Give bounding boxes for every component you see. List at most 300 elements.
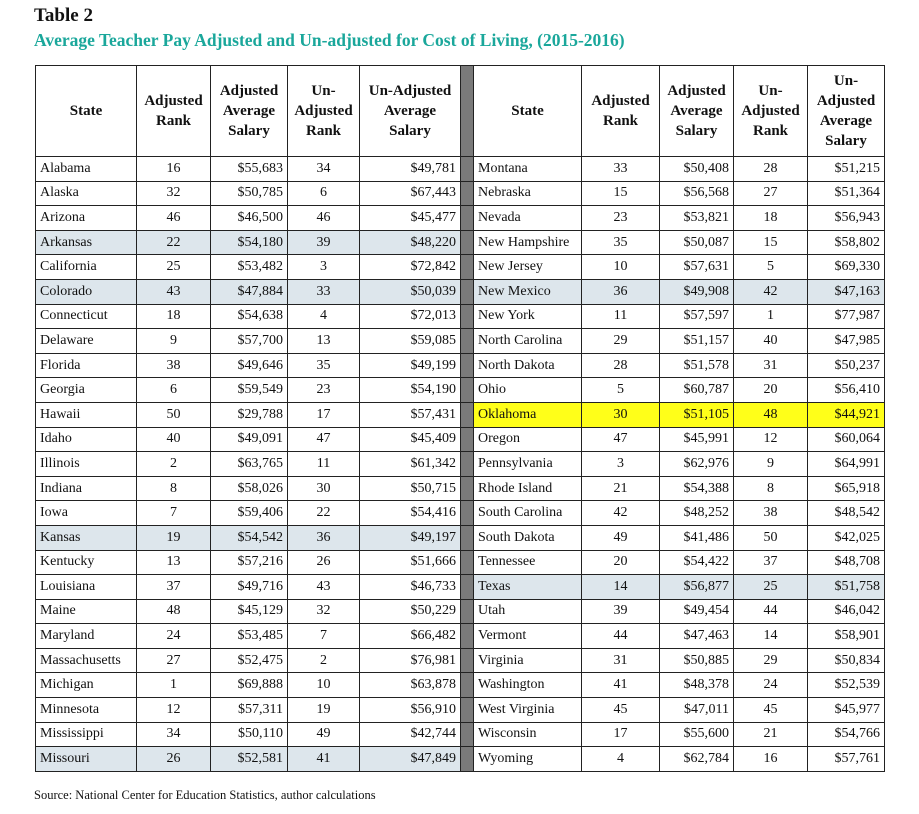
state-cell: Arizona bbox=[36, 206, 137, 231]
column-divider bbox=[461, 624, 474, 649]
adjusted-rank-cell: 36 bbox=[582, 279, 660, 304]
unadjusted-salary-cell: $45,477 bbox=[360, 206, 461, 231]
unadjusted-rank-cell: 8 bbox=[734, 476, 808, 501]
unadjusted-salary-cell: $56,410 bbox=[808, 378, 885, 403]
table-title: Average Teacher Pay Adjusted and Un-adjusted for Cost of Living, (2015-2016) bbox=[34, 30, 625, 50]
unadjusted-salary-cell: $49,781 bbox=[360, 157, 461, 182]
adjusted-salary-cell: $63,765 bbox=[211, 452, 288, 477]
adjusted-salary-cell: $62,784 bbox=[660, 747, 734, 772]
unadjusted-salary-cell: $72,842 bbox=[360, 255, 461, 280]
unadjusted-salary-cell: $51,758 bbox=[808, 575, 885, 600]
column-divider bbox=[461, 255, 474, 280]
unadjusted-salary-cell: $45,409 bbox=[360, 427, 461, 452]
table-row bbox=[36, 304, 885, 329]
table-row bbox=[36, 157, 885, 182]
unadjusted-salary-cell: $50,834 bbox=[808, 648, 885, 673]
unadjusted-salary-cell: $47,985 bbox=[808, 329, 885, 354]
state-cell: Nebraska bbox=[474, 181, 582, 206]
unadjusted-salary-cell: $60,064 bbox=[808, 427, 885, 452]
unadjusted-salary-cell: $46,733 bbox=[360, 575, 461, 600]
header-unadjusted-rank-left: Un-Adjusted Rank bbox=[288, 66, 360, 157]
unadjusted-rank-cell: 47 bbox=[288, 427, 360, 452]
column-divider bbox=[461, 575, 474, 600]
unadjusted-salary-cell: $47,849 bbox=[360, 747, 461, 772]
state-cell: Nevada bbox=[474, 206, 582, 231]
state-cell: Michigan bbox=[36, 673, 137, 698]
unadjusted-salary-cell: $52,539 bbox=[808, 673, 885, 698]
adjusted-salary-cell: $50,087 bbox=[660, 230, 734, 255]
unadjusted-rank-cell: 45 bbox=[734, 698, 808, 723]
adjusted-rank-cell: 24 bbox=[137, 624, 211, 649]
state-cell: Rhode Island bbox=[474, 476, 582, 501]
column-divider bbox=[461, 427, 474, 452]
adjusted-salary-cell: $53,485 bbox=[211, 624, 288, 649]
adjusted-rank-cell: 1 bbox=[137, 673, 211, 698]
unadjusted-rank-cell: 13 bbox=[288, 329, 360, 354]
adjusted-salary-cell: $52,475 bbox=[211, 648, 288, 673]
table-label: Table 2 bbox=[34, 5, 93, 26]
column-divider bbox=[461, 550, 474, 575]
adjusted-rank-cell: 15 bbox=[582, 181, 660, 206]
adjusted-rank-cell: 37 bbox=[137, 575, 211, 600]
adjusted-salary-cell: $51,578 bbox=[660, 353, 734, 378]
adjusted-salary-cell: $57,700 bbox=[211, 329, 288, 354]
column-divider bbox=[461, 599, 474, 624]
adjusted-salary-cell: $58,026 bbox=[211, 476, 288, 501]
adjusted-rank-cell: 17 bbox=[582, 722, 660, 747]
table-body bbox=[36, 157, 885, 772]
state-cell: Iowa bbox=[36, 501, 137, 526]
table-row bbox=[36, 575, 885, 600]
state-cell: Minnesota bbox=[36, 698, 137, 723]
adjusted-rank-cell: 12 bbox=[137, 698, 211, 723]
table-row bbox=[36, 255, 885, 280]
unadjusted-rank-cell: 23 bbox=[288, 378, 360, 403]
unadjusted-salary-cell: $50,715 bbox=[360, 476, 461, 501]
unadjusted-salary-cell: $51,666 bbox=[360, 550, 461, 575]
adjusted-salary-cell: $51,105 bbox=[660, 402, 734, 427]
unadjusted-rank-cell: 4 bbox=[288, 304, 360, 329]
table-row bbox=[36, 624, 885, 649]
unadjusted-rank-cell: 1 bbox=[734, 304, 808, 329]
unadjusted-salary-cell: $47,163 bbox=[808, 279, 885, 304]
adjusted-salary-cell: $54,180 bbox=[211, 230, 288, 255]
adjusted-rank-cell: 41 bbox=[582, 673, 660, 698]
state-cell: Oregon bbox=[474, 427, 582, 452]
adjusted-salary-cell: $49,716 bbox=[211, 575, 288, 600]
unadjusted-rank-cell: 2 bbox=[288, 648, 360, 673]
unadjusted-rank-cell: 15 bbox=[734, 230, 808, 255]
adjusted-salary-cell: $69,888 bbox=[211, 673, 288, 698]
adjusted-salary-cell: $57,597 bbox=[660, 304, 734, 329]
adjusted-rank-cell: 29 bbox=[582, 329, 660, 354]
unadjusted-rank-cell: 33 bbox=[288, 279, 360, 304]
state-cell: Ohio bbox=[474, 378, 582, 403]
adjusted-salary-cell: $47,463 bbox=[660, 624, 734, 649]
column-divider bbox=[461, 402, 474, 427]
table-row bbox=[36, 378, 885, 403]
column-divider bbox=[461, 501, 474, 526]
unadjusted-salary-cell: $48,708 bbox=[808, 550, 885, 575]
state-cell: New Jersey bbox=[474, 255, 582, 280]
adjusted-rank-cell: 9 bbox=[137, 329, 211, 354]
unadjusted-rank-cell: 7 bbox=[288, 624, 360, 649]
adjusted-salary-cell: $50,110 bbox=[211, 722, 288, 747]
adjusted-rank-cell: 20 bbox=[582, 550, 660, 575]
adjusted-salary-cell: $47,884 bbox=[211, 279, 288, 304]
state-cell: Utah bbox=[474, 599, 582, 624]
state-cell: Vermont bbox=[474, 624, 582, 649]
table-row bbox=[36, 698, 885, 723]
unadjusted-rank-cell: 37 bbox=[734, 550, 808, 575]
adjusted-rank-cell: 3 bbox=[582, 452, 660, 477]
column-divider bbox=[461, 157, 474, 182]
unadjusted-salary-cell: $54,766 bbox=[808, 722, 885, 747]
adjusted-salary-cell: $54,422 bbox=[660, 550, 734, 575]
unadjusted-salary-cell: $57,761 bbox=[808, 747, 885, 772]
header-adjusted-salary-right: Adjusted Average Salary bbox=[660, 66, 734, 157]
state-cell: Alaska bbox=[36, 181, 137, 206]
unadjusted-salary-cell: $49,197 bbox=[360, 525, 461, 550]
adjusted-salary-cell: $47,011 bbox=[660, 698, 734, 723]
adjusted-salary-cell: $53,482 bbox=[211, 255, 288, 280]
header-adjusted-rank-left: Adjusted Rank bbox=[137, 66, 211, 157]
column-divider bbox=[461, 279, 474, 304]
adjusted-rank-cell: 33 bbox=[582, 157, 660, 182]
adjusted-salary-cell: $49,091 bbox=[211, 427, 288, 452]
adjusted-rank-cell: 49 bbox=[582, 525, 660, 550]
state-cell: New Mexico bbox=[474, 279, 582, 304]
header-adjusted-salary-left: Adjusted Average Salary bbox=[211, 66, 288, 157]
unadjusted-salary-cell: $45,977 bbox=[808, 698, 885, 723]
state-cell: Oklahoma bbox=[474, 402, 582, 427]
column-divider bbox=[461, 304, 474, 329]
unadjusted-salary-cell: $57,431 bbox=[360, 402, 461, 427]
adjusted-salary-cell: $48,252 bbox=[660, 501, 734, 526]
unadjusted-rank-cell: 49 bbox=[288, 722, 360, 747]
unadjusted-salary-cell: $66,482 bbox=[360, 624, 461, 649]
column-divider bbox=[461, 452, 474, 477]
unadjusted-rank-cell: 29 bbox=[734, 648, 808, 673]
unadjusted-salary-cell: $56,943 bbox=[808, 206, 885, 231]
state-cell: Tennessee bbox=[474, 550, 582, 575]
state-cell: Idaho bbox=[36, 427, 137, 452]
unadjusted-salary-cell: $64,991 bbox=[808, 452, 885, 477]
adjusted-salary-cell: $50,785 bbox=[211, 181, 288, 206]
column-divider bbox=[461, 722, 474, 747]
unadjusted-rank-cell: 50 bbox=[734, 525, 808, 550]
column-divider bbox=[461, 230, 474, 255]
adjusted-salary-cell: $51,157 bbox=[660, 329, 734, 354]
adjusted-rank-cell: 34 bbox=[137, 722, 211, 747]
unadjusted-rank-cell: 27 bbox=[734, 181, 808, 206]
adjusted-salary-cell: $45,991 bbox=[660, 427, 734, 452]
state-cell: California bbox=[36, 255, 137, 280]
unadjusted-salary-cell: $63,878 bbox=[360, 673, 461, 698]
state-cell: Mississippi bbox=[36, 722, 137, 747]
table-row bbox=[36, 525, 885, 550]
adjusted-rank-cell: 7 bbox=[137, 501, 211, 526]
adjusted-salary-cell: $29,788 bbox=[211, 402, 288, 427]
adjusted-rank-cell: 25 bbox=[137, 255, 211, 280]
unadjusted-salary-cell: $65,918 bbox=[808, 476, 885, 501]
adjusted-salary-cell: $59,549 bbox=[211, 378, 288, 403]
source-note: Source: National Center for Education Statistics, author calculations bbox=[34, 788, 376, 802]
adjusted-salary-cell: $55,600 bbox=[660, 722, 734, 747]
unadjusted-salary-cell: $48,220 bbox=[360, 230, 461, 255]
adjusted-rank-cell: 21 bbox=[582, 476, 660, 501]
unadjusted-salary-cell: $50,039 bbox=[360, 279, 461, 304]
state-cell: Wyoming bbox=[474, 747, 582, 772]
adjusted-salary-cell: $50,408 bbox=[660, 157, 734, 182]
state-cell: South Carolina bbox=[474, 501, 582, 526]
adjusted-salary-cell: $55,683 bbox=[211, 157, 288, 182]
table-row bbox=[36, 550, 885, 575]
header-state-right: State bbox=[474, 66, 582, 157]
table-row bbox=[36, 501, 885, 526]
adjusted-salary-cell: $57,311 bbox=[211, 698, 288, 723]
unadjusted-salary-cell: $58,901 bbox=[808, 624, 885, 649]
unadjusted-rank-cell: 18 bbox=[734, 206, 808, 231]
unadjusted-rank-cell: 43 bbox=[288, 575, 360, 600]
unadjusted-rank-cell: 16 bbox=[734, 747, 808, 772]
unadjusted-rank-cell: 24 bbox=[734, 673, 808, 698]
unadjusted-salary-cell: $42,025 bbox=[808, 525, 885, 550]
adjusted-salary-cell: $53,821 bbox=[660, 206, 734, 231]
unadjusted-salary-cell: $50,237 bbox=[808, 353, 885, 378]
unadjusted-rank-cell: 17 bbox=[288, 402, 360, 427]
unadjusted-rank-cell: 35 bbox=[288, 353, 360, 378]
column-divider bbox=[461, 648, 474, 673]
table-row bbox=[36, 427, 885, 452]
adjusted-rank-cell: 38 bbox=[137, 353, 211, 378]
adjusted-rank-cell: 32 bbox=[137, 181, 211, 206]
adjusted-rank-cell: 22 bbox=[137, 230, 211, 255]
adjusted-salary-cell: $52,581 bbox=[211, 747, 288, 772]
state-cell: Kentucky bbox=[36, 550, 137, 575]
header-unadjusted-rank-right: Un-Adjusted Rank bbox=[734, 66, 808, 157]
state-cell: Maryland bbox=[36, 624, 137, 649]
table-row bbox=[36, 230, 885, 255]
column-divider bbox=[461, 329, 474, 354]
unadjusted-rank-cell: 9 bbox=[734, 452, 808, 477]
adjusted-salary-cell: $57,216 bbox=[211, 550, 288, 575]
adjusted-salary-cell: $45,129 bbox=[211, 599, 288, 624]
unadjusted-rank-cell: 40 bbox=[734, 329, 808, 354]
unadjusted-salary-cell: $46,042 bbox=[808, 599, 885, 624]
adjusted-rank-cell: 35 bbox=[582, 230, 660, 255]
table-row bbox=[36, 181, 885, 206]
adjusted-salary-cell: $48,378 bbox=[660, 673, 734, 698]
unadjusted-rank-cell: 21 bbox=[734, 722, 808, 747]
adjusted-rank-cell: 46 bbox=[137, 206, 211, 231]
unadjusted-salary-cell: $54,190 bbox=[360, 378, 461, 403]
state-cell: Hawaii bbox=[36, 402, 137, 427]
unadjusted-salary-cell: $54,416 bbox=[360, 501, 461, 526]
unadjusted-rank-cell: 25 bbox=[734, 575, 808, 600]
unadjusted-rank-cell: 34 bbox=[288, 157, 360, 182]
adjusted-salary-cell: $60,787 bbox=[660, 378, 734, 403]
adjusted-salary-cell: $57,631 bbox=[660, 255, 734, 280]
unadjusted-rank-cell: 11 bbox=[288, 452, 360, 477]
adjusted-rank-cell: 8 bbox=[137, 476, 211, 501]
state-cell: Delaware bbox=[36, 329, 137, 354]
unadjusted-rank-cell: 32 bbox=[288, 599, 360, 624]
table-row bbox=[36, 206, 885, 231]
state-cell: Washington bbox=[474, 673, 582, 698]
table-row bbox=[36, 599, 885, 624]
unadjusted-rank-cell: 26 bbox=[288, 550, 360, 575]
column-divider bbox=[461, 747, 474, 772]
unadjusted-salary-cell: $61,342 bbox=[360, 452, 461, 477]
adjusted-salary-cell: $50,885 bbox=[660, 648, 734, 673]
table-row bbox=[36, 648, 885, 673]
unadjusted-rank-cell: 44 bbox=[734, 599, 808, 624]
state-cell: Pennsylvania bbox=[474, 452, 582, 477]
unadjusted-rank-cell: 46 bbox=[288, 206, 360, 231]
state-cell: North Dakota bbox=[474, 353, 582, 378]
unadjusted-salary-cell: $50,229 bbox=[360, 599, 461, 624]
state-cell: South Dakota bbox=[474, 525, 582, 550]
state-cell: Missouri bbox=[36, 747, 137, 772]
state-cell: New York bbox=[474, 304, 582, 329]
table-row bbox=[36, 279, 885, 304]
adjusted-rank-cell: 19 bbox=[137, 525, 211, 550]
unadjusted-salary-cell: $76,981 bbox=[360, 648, 461, 673]
state-cell: West Virginia bbox=[474, 698, 582, 723]
adjusted-rank-cell: 27 bbox=[137, 648, 211, 673]
unadjusted-rank-cell: 41 bbox=[288, 747, 360, 772]
column-divider bbox=[461, 206, 474, 231]
state-cell: Wisconsin bbox=[474, 722, 582, 747]
adjusted-rank-cell: 48 bbox=[137, 599, 211, 624]
adjusted-salary-cell: $56,568 bbox=[660, 181, 734, 206]
state-cell: Kansas bbox=[36, 525, 137, 550]
header-adjusted-rank-right: Adjusted Rank bbox=[582, 66, 660, 157]
unadjusted-rank-cell: 19 bbox=[288, 698, 360, 723]
unadjusted-rank-cell: 48 bbox=[734, 402, 808, 427]
unadjusted-rank-cell: 22 bbox=[288, 501, 360, 526]
adjusted-rank-cell: 2 bbox=[137, 452, 211, 477]
unadjusted-rank-cell: 3 bbox=[288, 255, 360, 280]
column-divider bbox=[461, 673, 474, 698]
unadjusted-salary-cell: $69,330 bbox=[808, 255, 885, 280]
adjusted-rank-cell: 47 bbox=[582, 427, 660, 452]
unadjusted-rank-cell: 31 bbox=[734, 353, 808, 378]
table-row bbox=[36, 476, 885, 501]
adjusted-rank-cell: 10 bbox=[582, 255, 660, 280]
adjusted-rank-cell: 45 bbox=[582, 698, 660, 723]
adjusted-rank-cell: 11 bbox=[582, 304, 660, 329]
state-cell: Massachusetts bbox=[36, 648, 137, 673]
adjusted-salary-cell: $59,406 bbox=[211, 501, 288, 526]
state-cell: Arkansas bbox=[36, 230, 137, 255]
adjusted-rank-cell: 43 bbox=[137, 279, 211, 304]
adjusted-rank-cell: 4 bbox=[582, 747, 660, 772]
column-divider bbox=[461, 378, 474, 403]
column-divider bbox=[461, 698, 474, 723]
table-row bbox=[36, 673, 885, 698]
adjusted-salary-cell: $49,454 bbox=[660, 599, 734, 624]
header-row bbox=[36, 66, 885, 157]
state-cell: Florida bbox=[36, 353, 137, 378]
table-row bbox=[36, 722, 885, 747]
salary-table bbox=[35, 65, 885, 772]
state-cell: Georgia bbox=[36, 378, 137, 403]
adjusted-rank-cell: 26 bbox=[137, 747, 211, 772]
adjusted-salary-cell: $49,646 bbox=[211, 353, 288, 378]
adjusted-rank-cell: 18 bbox=[137, 304, 211, 329]
adjusted-rank-cell: 42 bbox=[582, 501, 660, 526]
table-row bbox=[36, 353, 885, 378]
column-divider bbox=[461, 476, 474, 501]
unadjusted-salary-cell: $58,802 bbox=[808, 230, 885, 255]
adjusted-salary-cell: $49,908 bbox=[660, 279, 734, 304]
column-divider bbox=[461, 181, 474, 206]
unadjusted-salary-cell: $56,910 bbox=[360, 698, 461, 723]
unadjusted-salary-cell: $72,013 bbox=[360, 304, 461, 329]
unadjusted-salary-cell: $51,215 bbox=[808, 157, 885, 182]
header-unadjusted-salary-right: Un-Adjusted Average Salary bbox=[808, 66, 885, 157]
adjusted-rank-cell: 16 bbox=[137, 157, 211, 182]
unadjusted-rank-cell: 12 bbox=[734, 427, 808, 452]
unadjusted-rank-cell: 10 bbox=[288, 673, 360, 698]
unadjusted-salary-cell: $42,744 bbox=[360, 722, 461, 747]
adjusted-salary-cell: $54,388 bbox=[660, 476, 734, 501]
state-cell: North Carolina bbox=[474, 329, 582, 354]
header-unadjusted-salary-left: Un-Adjusted Average Salary bbox=[360, 66, 461, 157]
state-cell: Indiana bbox=[36, 476, 137, 501]
unadjusted-rank-cell: 14 bbox=[734, 624, 808, 649]
adjusted-salary-cell: $54,638 bbox=[211, 304, 288, 329]
adjusted-salary-cell: $41,486 bbox=[660, 525, 734, 550]
adjusted-salary-cell: $56,877 bbox=[660, 575, 734, 600]
unadjusted-salary-cell: $77,987 bbox=[808, 304, 885, 329]
adjusted-rank-cell: 13 bbox=[137, 550, 211, 575]
state-cell: Texas bbox=[474, 575, 582, 600]
unadjusted-salary-cell: $44,921 bbox=[808, 402, 885, 427]
state-cell: Illinois bbox=[36, 452, 137, 477]
unadjusted-rank-cell: 6 bbox=[288, 181, 360, 206]
state-cell: Maine bbox=[36, 599, 137, 624]
unadjusted-rank-cell: 28 bbox=[734, 157, 808, 182]
state-cell: Virginia bbox=[474, 648, 582, 673]
adjusted-rank-cell: 39 bbox=[582, 599, 660, 624]
adjusted-rank-cell: 14 bbox=[582, 575, 660, 600]
adjusted-rank-cell: 50 bbox=[137, 402, 211, 427]
adjusted-salary-cell: $46,500 bbox=[211, 206, 288, 231]
unadjusted-salary-cell: $48,542 bbox=[808, 501, 885, 526]
table-row bbox=[36, 747, 885, 772]
unadjusted-salary-cell: $51,364 bbox=[808, 181, 885, 206]
table-row bbox=[36, 329, 885, 354]
adjusted-rank-cell: 5 bbox=[582, 378, 660, 403]
unadjusted-rank-cell: 36 bbox=[288, 525, 360, 550]
table-row bbox=[36, 452, 885, 477]
header-state-left: State bbox=[36, 66, 137, 157]
adjusted-rank-cell: 40 bbox=[137, 427, 211, 452]
state-cell: New Hampshire bbox=[474, 230, 582, 255]
unadjusted-salary-cell: $67,443 bbox=[360, 181, 461, 206]
column-divider bbox=[461, 66, 474, 157]
adjusted-rank-cell: 30 bbox=[582, 402, 660, 427]
unadjusted-rank-cell: 5 bbox=[734, 255, 808, 280]
column-divider bbox=[461, 525, 474, 550]
adjusted-salary-cell: $54,542 bbox=[211, 525, 288, 550]
state-cell: Montana bbox=[474, 157, 582, 182]
unadjusted-rank-cell: 38 bbox=[734, 501, 808, 526]
state-cell: Alabama bbox=[36, 157, 137, 182]
